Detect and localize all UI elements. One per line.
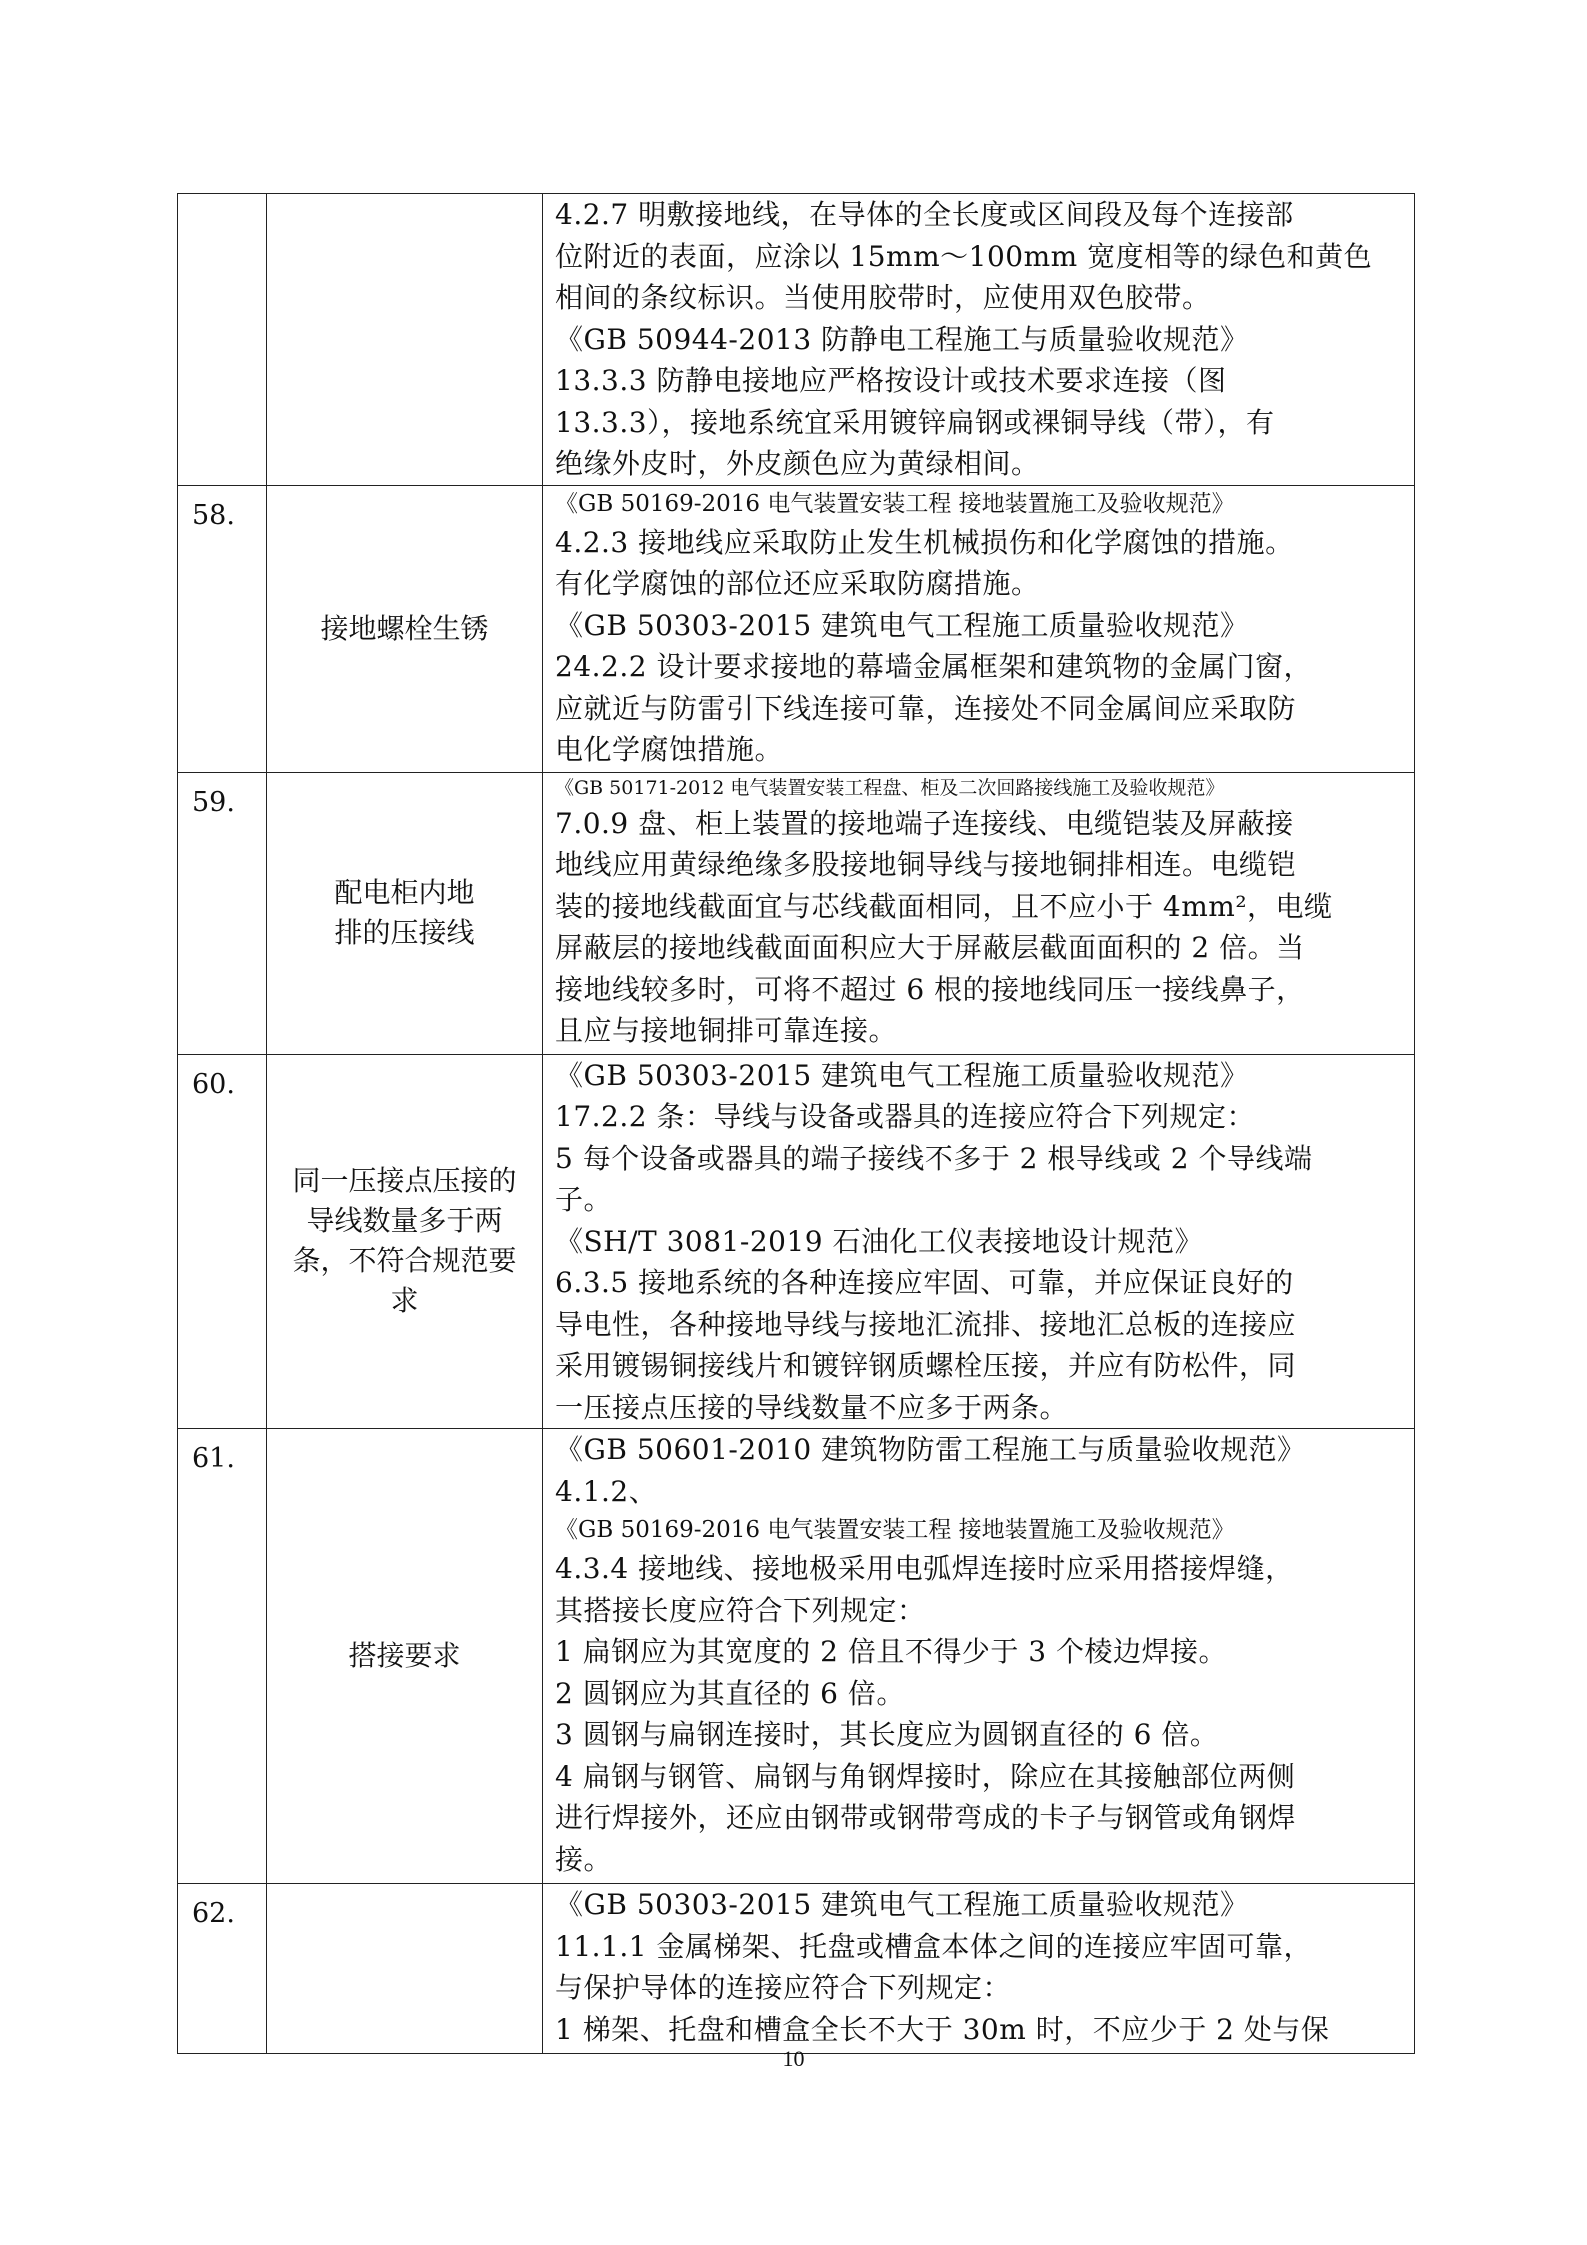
basis-line: 装的接地线截面宜与芯线截面相同，且不应小于 4mm²，电缆 [555, 889, 1333, 923]
basis-line: 相间的条纹标识。当使用胶带时，应使用双色胶带。 [555, 281, 1211, 314]
basis-line: 4.1.2、 [555, 1474, 658, 1508]
basis-line: 绝缘外皮时，外皮颜色应为黄绿相间。 [555, 447, 1040, 480]
basis-line: 2 圆钢应为其直径的 6 倍。 [555, 1676, 905, 1710]
row-number: 58. [178, 485, 267, 772]
basis-line: 1 扁钢应为其宽度的 2 倍且不得少于 3 个棱边焊接。 [555, 1635, 1227, 1668]
basis-line: 4.2.7 明敷接地线，在导体的全长度或区间段及每个连接部 [555, 198, 1294, 231]
table-row [178, 485, 1415, 772]
basis-line: 《GB 50169-2016 电气装置安装工程 接地装置施工及验收规范》 [555, 490, 1235, 517]
basis-line: 子。 [555, 1183, 613, 1216]
basis-line: 位附近的表面，应涂以 15mm～100mm 宽度相等的绿色和黄色 [555, 239, 1373, 273]
row-issue: 配电柜内地排的压接线 [267, 772, 543, 1054]
row-issue [267, 1884, 543, 2054]
basis-line: 17.2.2 条：导线与设备或器具的连接应符合下列规定： [555, 1100, 1255, 1133]
basis-line: 4.3.4 接地线、接地极采用电弧焊连接时应采用搭接焊缝， [555, 1552, 1294, 1585]
basis-line: 《GB 50303-2015 建筑电气工程施工质量验收规范》 [555, 1058, 1249, 1092]
basis-line: 《SH/T 3081-2019 石油化工仪表接地设计规范》 [555, 1224, 1203, 1258]
basis-line: 3 圆钢与扁钢连接时，其长度应为圆钢直径的 6 倍。 [555, 1718, 1219, 1751]
basis-line: 5 每个设备或器具的端子接线不多于 2 根导线或 2 个导线端 [555, 1141, 1313, 1175]
row-issue [267, 194, 543, 486]
basis-line: 电化学腐蚀措施。 [555, 733, 784, 766]
basis-line: 采用镀锡铜接线片和镀锌钢质螺栓压接，并应有防松件，同 [555, 1349, 1297, 1382]
basis-line: 其搭接长度应符合下列规定： [555, 1593, 926, 1627]
row-basis [543, 772, 1415, 1054]
basis-line: 《GB 50171-2012 电气装置安装工程盘、柜及二次回路接线施工及验收规范》 [555, 776, 1225, 799]
row-number: 62. [178, 1884, 267, 2054]
basis-line: 应就近与防雷引下线连接可靠，连接处不同金属间应采取防 [555, 691, 1297, 725]
basis-line: 接。 [555, 1842, 613, 1876]
standards-table [177, 193, 1415, 2054]
basis-line: 进行焊接外，还应由钢带或钢带弯成的卡子与钢管或角钢焊 [555, 1801, 1297, 1834]
basis-line: 导电性，各种接地导线与接地汇流排、接地汇总板的连接应 [555, 1307, 1297, 1341]
basis-line: 接地线较多时，可将不超过 6 根的接地线同压一接线鼻子， [555, 972, 1305, 1006]
basis-line: 1 梯架、托盘和槽盒全长不大于 30m 时，不应少于 2 处与保 [555, 2012, 1330, 2046]
page-number: 10 [782, 2046, 805, 2071]
basis-line: 13.3.3），接地系统宜采用镀锌扁钢或裸铜导线（带），有 [555, 405, 1275, 439]
basis-line: 地线应用黄绿绝缘多股接地铜导线与接地铜排相连。电缆铠 [555, 848, 1297, 881]
basis-line: 《GB 50601-2010 建筑物防雷工程施工与质量验收规范》 [555, 1433, 1306, 1466]
table-row [178, 772, 1415, 1054]
basis-line: 7.0.9 盘、柜上装置的接地端子连接线、电缆铠装及屏蔽接 [555, 806, 1294, 840]
row-number: 61. [178, 1429, 267, 1884]
basis-line: 24.2.2 设计要求接地的幕墙金属框架和建筑物的金属门窗， [555, 650, 1312, 683]
basis-line: 6.3.5 接地系统的各种连接应牢固、可靠，并应保证良好的 [555, 1266, 1294, 1299]
row-basis [543, 194, 1415, 486]
basis-line: 《GB 50303-2015 建筑电气工程施工质量验收规范》 [555, 608, 1249, 642]
row-number [178, 194, 267, 486]
row-basis [543, 1884, 1415, 2054]
row-basis [543, 485, 1415, 772]
basis-line: 《GB 50303-2015 建筑电气工程施工质量验收规范》 [555, 1888, 1249, 1921]
row-issue: 同一压接点压接的导线数量多于两条，不符合规范要求 [267, 1054, 543, 1429]
basis-line: 一压接点压接的导线数量不应多于两条。 [555, 1390, 1069, 1424]
basis-line: 11.1.1 金属梯架、托盘或槽盒本体之间的连接应牢固可靠， [555, 1929, 1312, 1963]
row-number: 59. [178, 772, 267, 1054]
row-basis [543, 1429, 1415, 1884]
row-issue: 搭接要求 [267, 1429, 543, 1884]
table-row [178, 194, 1415, 486]
row-issue: 接地螺栓生锈 [267, 485, 543, 772]
table-row [178, 1884, 1415, 2054]
basis-line: 4 扁钢与钢管、扁钢与角钢焊接时，除应在其接触部位两侧 [555, 1759, 1296, 1793]
row-basis [543, 1054, 1415, 1429]
row-number: 60. [178, 1054, 267, 1429]
basis-line: 4.2.3 接地线应采取防止发生机械损伤和化学腐蚀的措施。 [555, 525, 1294, 559]
basis-line: 屏蔽层的接地线截面面积应大于屏蔽层截面面积的 2 倍。当 [555, 931, 1305, 964]
table-row [178, 1054, 1415, 1429]
basis-line: 13.3.3 防静电接地应严格按设计或技术要求连接（图 [555, 364, 1227, 397]
basis-line: 且应与接地铜排可靠连接。 [555, 1014, 898, 1047]
basis-line: 有化学腐蚀的部位还应采取防腐措施。 [555, 567, 1040, 600]
basis-line: 《GB 50944-2013 防静电工程施工与质量验收规范》 [555, 322, 1249, 356]
basis-line: 与保护导体的连接应符合下列规定： [555, 1971, 1012, 2004]
basis-line: 《GB 50169-2016 电气装置安装工程 接地装置施工及验收规范》 [555, 1517, 1235, 1543]
table-row [178, 1429, 1415, 1884]
